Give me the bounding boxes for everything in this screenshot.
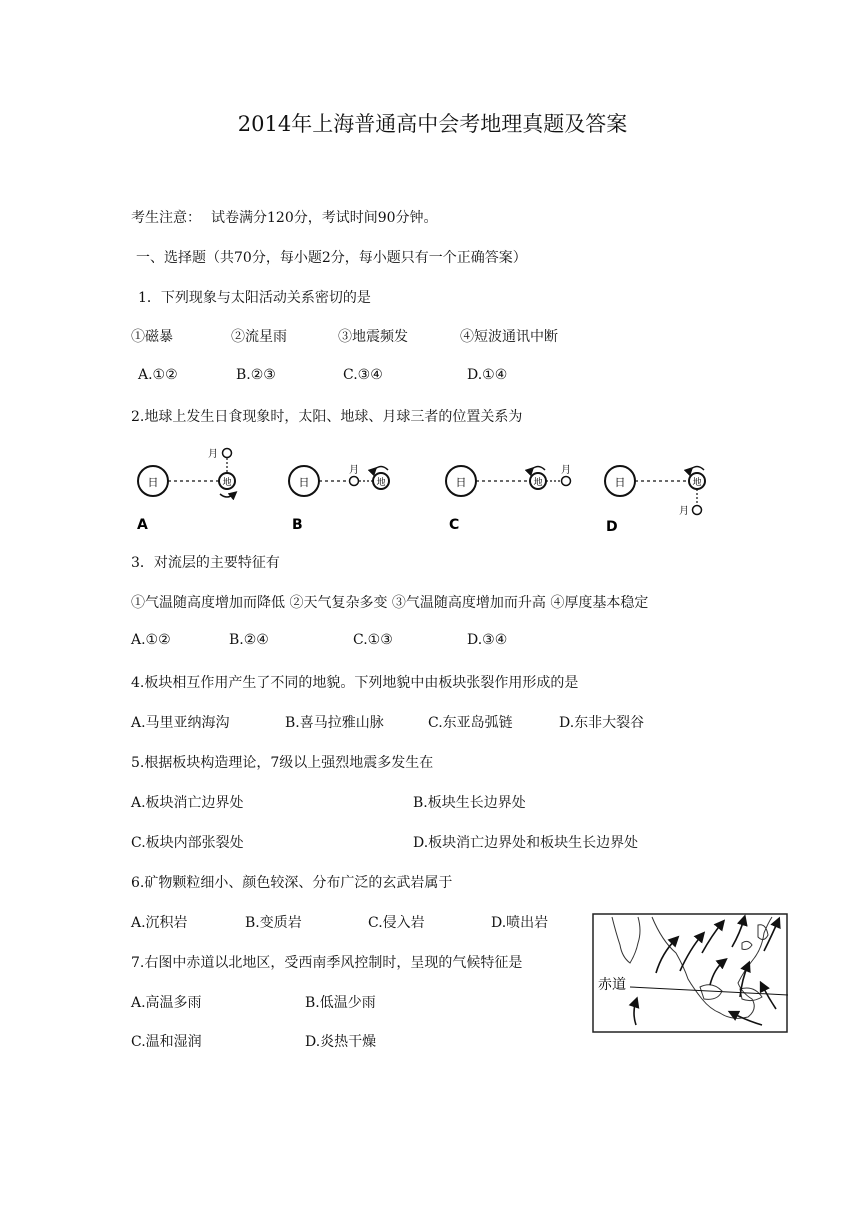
moon-label: 月 [208,449,218,460]
q7-option-c: C.温和湿润 [131,1034,202,1050]
q4-option-a: A.马里亚纳海沟 [131,715,230,731]
diagram-label: C [449,517,460,533]
q2-stem: 2.地球上发生日食现象时，太阳、地球、月球三者的位置关系为 [131,409,523,425]
diagram-label: B [292,517,303,533]
earth-label: 地 [692,478,702,488]
q7-stem: 7.右图中赤道以北地区，受西南季风控制时，呈现的气候特征是 [131,955,523,971]
sun-label: 日 [147,476,159,489]
diagram-a [137,448,235,533]
q6-option-b: B.变质岩 [245,915,302,931]
notice-label: 考生注意： [131,210,201,226]
diagram-label: D [606,519,618,535]
q7-option-b: B.低温少雨 [305,995,376,1011]
q5-option-d: D.板块消亡边界处和板块生长边界处 [413,835,639,851]
q3-option-b: B.②④ [229,632,269,648]
equator-label: 赤道 [598,977,626,993]
section-heading: 一、选择题（共70分，每小题2分，每小题只有一个正确答案） [136,250,527,266]
q5-option-c: C.板块内部张裂处 [131,835,244,851]
q1-option-d: D.①④ [467,367,508,383]
sun-label: 日 [455,476,467,489]
sun-label: 日 [614,476,626,489]
q6-option-c: C.侵入岩 [368,915,425,931]
rotation-arrow [690,467,704,471]
q1-item: ①磁暴 [131,329,173,345]
diagram-d [605,466,705,535]
q7-option-d: D.炎热干燥 [305,1034,377,1050]
monsoon-map [592,913,788,1033]
moon-circle [562,477,571,486]
earth-label: 地 [533,478,543,488]
q1-stem: 1．下列现象与太阳活动关系密切的是 [138,290,371,306]
q6-option-a: A.沉积岩 [131,915,188,931]
q6-option-d: D.喷出岩 [491,915,549,931]
q3-option-a: A.①② [131,632,171,648]
q5-option-b: B.板块生长边界处 [413,795,526,811]
moon-label: 月 [561,465,571,476]
q3-option-c: C.①③ [353,632,393,648]
rotation-arrow [374,467,388,471]
q1-option-c: C.③④ [343,367,383,383]
notice-text: 试卷满分120分，考试时间90分钟。 [211,210,438,226]
q4-option-b: B.喜马拉雅山脉 [285,715,384,731]
rotation-arrow [531,467,545,471]
moon-circle [223,449,232,458]
q7-option-a: A.高温多雨 [131,995,202,1011]
diagram-b [289,464,389,533]
moon-circle [693,506,702,515]
moon-label: 月 [349,465,359,476]
q4-option-d: D.东非大裂谷 [559,715,645,731]
q6-stem: 6.矿物颗粒细小、颜色较深、分布广泛的玄武岩属于 [131,875,453,891]
earth-label: 地 [222,478,232,488]
q3-stem: 3．对流层的主要特征有 [131,555,280,571]
moon-label: 月 [679,506,689,517]
q5-stem: 5.根据板块构造理论，7级以上强烈地震多发生在 [131,755,434,771]
q1-item: ②流星雨 [231,329,287,345]
q1-item: ④短波通讯中断 [460,329,558,345]
q1-item: ③地震频发 [338,329,408,345]
q1-option-a: A.①② [138,367,178,383]
sun-label: 日 [298,476,310,489]
rotation-arrow [220,494,234,497]
moon-circle [350,477,359,486]
eclipse-diagram [125,440,745,540]
diagram-c [446,464,571,533]
earth-label: 地 [376,478,386,488]
q3-option-d: D.③④ [467,632,508,648]
q4-option-c: C.东亚岛弧链 [428,715,513,731]
q5-option-a: A.板块消亡边界处 [131,795,244,811]
page-title: 2014年上海普通高中会考地理真题及答案 [237,112,628,136]
exam-notice [131,207,438,227]
diagram-label: A [137,517,148,533]
q3-items: ①气温随高度增加而降低 ②天气复杂多变 ③气温随高度增加而升高 ④厚度基本稳定 [131,595,649,611]
q1-option-b: B.②③ [236,367,276,383]
q4-stem: 4.板块相互作用产生了不同的地貌。下列地貌中由板块张裂作用形成的是 [131,675,579,691]
